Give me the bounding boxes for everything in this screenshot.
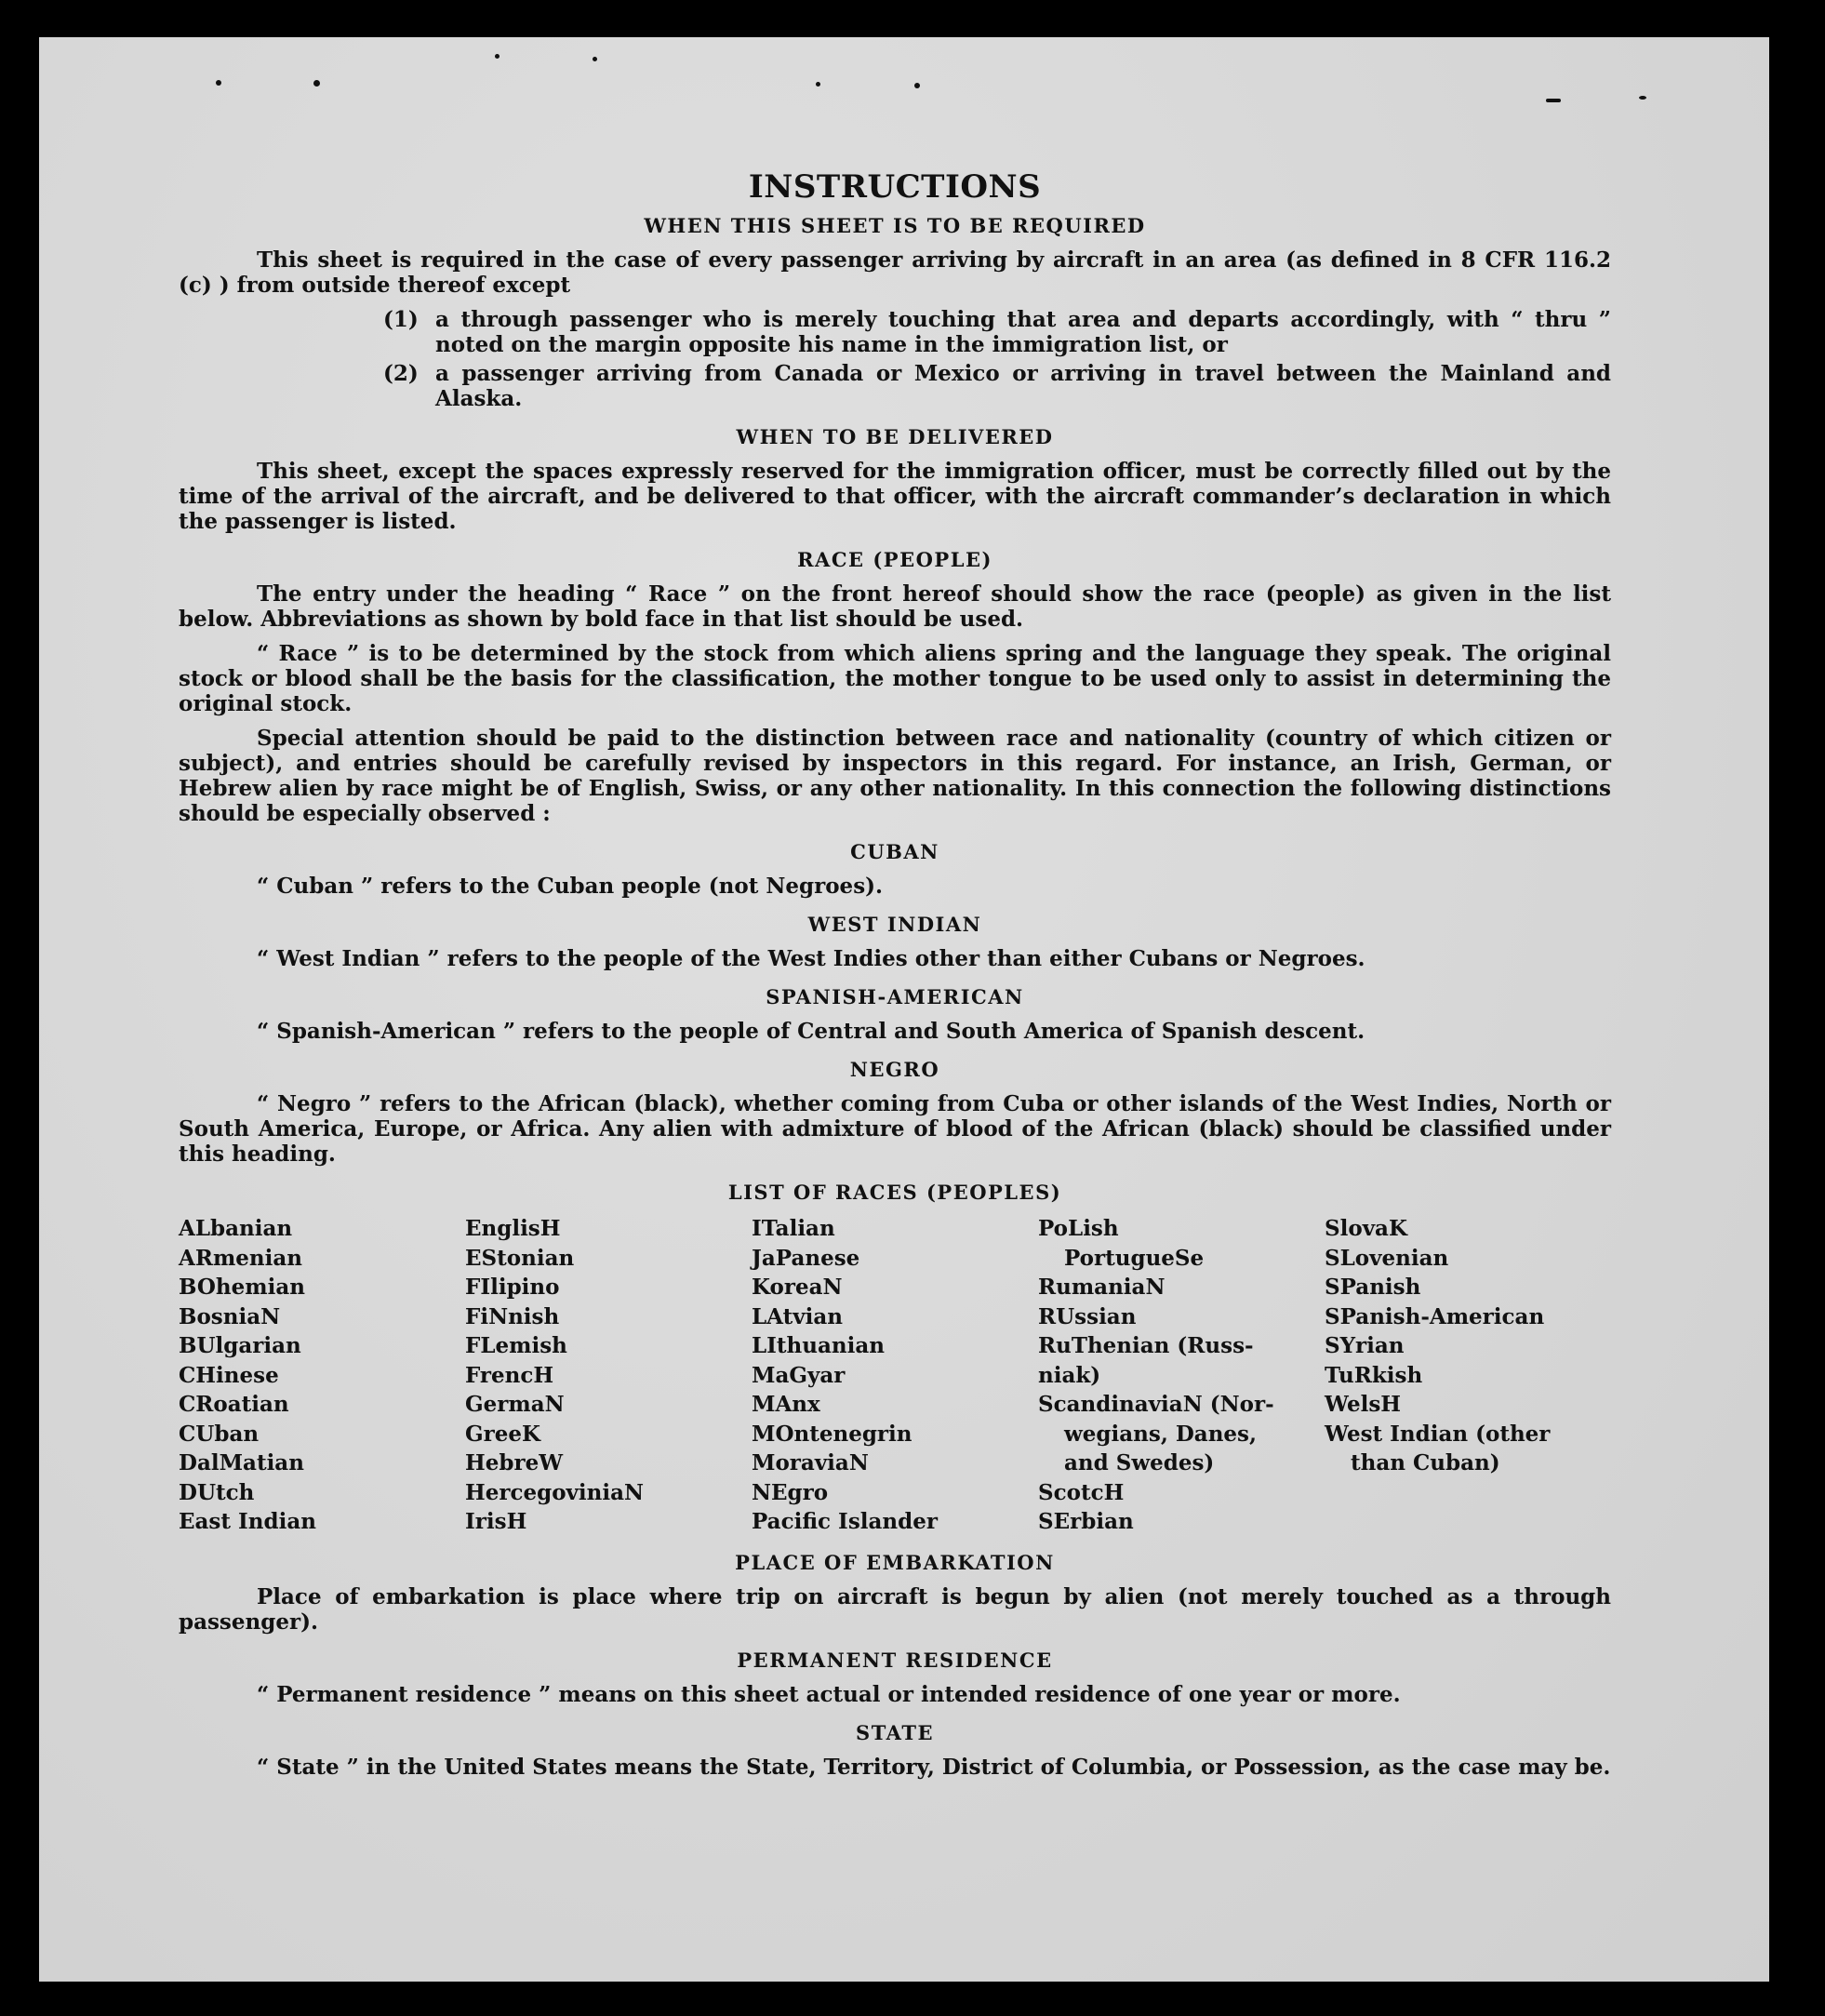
- race-entry: FiNnish: [465, 1303, 560, 1329]
- race-entry: TuRkish: [1325, 1362, 1423, 1388]
- heading-cuban: CUBAN: [850, 840, 939, 863]
- heading-when-required: WHEN THIS SHEET IS TO BE REQUIRED: [644, 214, 1146, 237]
- race-entry: wegians, Danes,: [1064, 1421, 1257, 1447]
- paragraph-cuban: “ Cuban ” refers to the Cuban people (not Negroes).: [257, 874, 884, 899]
- heading-spanish-american: SPANISH-AMERICAN: [766, 985, 1024, 1008]
- exception-item: [383, 361, 1611, 411]
- race-entry: ALbanian: [179, 1216, 293, 1241]
- instructions-text: [179, 130, 1611, 1789]
- race-entry: BUlgarian: [179, 1333, 301, 1358]
- paragraph-negro: “ Negro ” refers to the African (black), whether coming from Cuba or other islands of the West Indies, North or South America, Europe, or Africa. Any alien with admixture of blood of the African (black) should be classified under this heading.: [179, 1091, 1611, 1167]
- race-entry: ScandinaviaN (Nor-: [1038, 1392, 1274, 1417]
- race-entry: CRoatian: [179, 1392, 289, 1417]
- race-entry: ITalian: [752, 1216, 835, 1241]
- race-entry: FrencH: [465, 1362, 554, 1388]
- race-entry: SlovaK: [1325, 1216, 1407, 1241]
- race-entry: MoraviaN: [752, 1450, 869, 1475]
- paragraph-when-delivered: This sheet, except the spaces expressly reserved for the immigration officer, must be correctly filled out by the time of the arrival of the aircraft, and be delivered to that officer, with the aircraft commander’s declaration in which the passenger is listed.: [179, 459, 1611, 534]
- race-entry: EStonian: [465, 1245, 575, 1271]
- race-entry: BOhemian: [179, 1275, 305, 1300]
- race-entry: LIthuanian: [752, 1333, 885, 1358]
- races-list: [179, 1214, 1611, 1537]
- exception-item: [383, 307, 1611, 357]
- paragraph-spanish-american: “ Spanish-American ” refers to the people of Central and South America of Spanish descent.: [257, 1019, 1365, 1044]
- paragraph-race-2: “ Race ” is to be determined by the stock from which aliens spring and the language they speak. The original stock or blood shall be the basis for the classification, the mother tongue to be used only to assist in determining the original stock.: [179, 641, 1611, 716]
- race-entry: MaGyar: [752, 1362, 846, 1388]
- race-entry: Pacific Islander: [752, 1509, 938, 1534]
- race-entry: MOntenegrin: [752, 1421, 912, 1447]
- race-entry: GreeK: [465, 1421, 541, 1447]
- race-entry: RuThenian (Russ-: [1038, 1333, 1254, 1358]
- race-entry: SLovenian: [1325, 1245, 1449, 1271]
- race-entry: IrisH: [465, 1509, 527, 1534]
- race-entry: PoLish: [1038, 1216, 1119, 1241]
- page-title: INSTRUCTIONS: [748, 168, 1042, 206]
- heading-list-of-races: LIST OF RACES (PEOPLES): [727, 1181, 1062, 1204]
- race-entry: BosniaN: [179, 1303, 281, 1329]
- race-entry: PortugueSe: [1064, 1245, 1205, 1271]
- race-entry: HercegoviniaN: [465, 1479, 645, 1505]
- race-entry: FLemish: [465, 1333, 567, 1358]
- race-entry: DalMatian: [179, 1450, 304, 1475]
- race-entry: SPanish-American: [1325, 1303, 1545, 1329]
- item-number: (1): [383, 307, 419, 332]
- heading-negro: NEGRO: [849, 1058, 940, 1081]
- paragraph-residence: “ Permanent residence ” means on this sheet actual or intended residence of one year or more.: [257, 1681, 1401, 1707]
- heading-race: RACE (PEOPLE): [797, 548, 992, 571]
- race-entry: WelsH: [1325, 1392, 1402, 1417]
- heading-embarkation: PLACE OF EMBARKATION: [735, 1550, 1055, 1574]
- paragraph-embarkation: Place of embarkation is place where trip on aircraft is begun by alien (not merely touched as a through passenger).: [179, 1583, 1611, 1635]
- speck: [495, 54, 500, 59]
- speck: [593, 57, 597, 61]
- race-entry: CUban: [179, 1421, 260, 1447]
- race-entry: West Indian (other: [1325, 1421, 1551, 1447]
- race-entry: FIlipino: [465, 1275, 560, 1300]
- speck: [313, 80, 320, 87]
- race-entry: DUtch: [179, 1479, 255, 1505]
- heading-residence: PERMANENT RESIDENCE: [737, 1648, 1053, 1672]
- speck: [816, 82, 820, 87]
- paragraph-race-3: Special attention should be paid to the distinction between race and nationality (country of which citizen or subject), and entries should be carefully revised by inspectors in this regard. For instance, an Irish, German, or Hebrew alien by race might be of English, Swiss, or any other nationality. In this connection the following distinctions should be especially observed :: [179, 726, 1611, 826]
- race-entry: and Swedes): [1064, 1450, 1215, 1475]
- races-column-4: [1038, 1214, 1325, 1537]
- races-column-2: [465, 1214, 752, 1537]
- paragraph-west-indian: “ West Indian ” refers to the people of the West Indies other than either Cubans or Negroes.: [257, 946, 1365, 971]
- race-entry: MAnx: [752, 1392, 820, 1417]
- race-entry: GermaN: [465, 1392, 565, 1417]
- item-number: (2): [383, 361, 419, 386]
- speck: [1546, 99, 1561, 102]
- item-text: a through passenger who is merely touching that area and departs accordingly, with “ thru ” noted on the margin opposite his name in the immigration list, or: [435, 307, 1611, 357]
- race-entry: than Cuban): [1351, 1450, 1500, 1475]
- paragraph-state: “ State ” in the United States means the State, Territory, District of Columbia, or Possession, as the case may be.: [257, 1754, 1611, 1780]
- race-entry: LAtvian: [752, 1303, 843, 1329]
- speck: [1639, 96, 1646, 100]
- paragraph-race-1: The entry under the heading “ Race ” on the front hereof should show the race (people) as given in the list below. Abbreviations as shown by bold face in that list should be used.: [179, 581, 1611, 632]
- speck: [216, 80, 221, 86]
- race-entry: East Indian: [179, 1509, 316, 1534]
- heading-state: STATE: [856, 1720, 934, 1744]
- paragraph-when-required: This sheet is required in the case of every passenger arriving by aircraft in an area (as defined in 8 CFR 116.2 (c) ) from outside thereof except: [179, 247, 1611, 298]
- item-text: a passenger arriving from Canada or Mexico or arriving in travel between the Mainland and Alaska.: [435, 361, 1611, 411]
- race-entry: SYrian: [1325, 1333, 1405, 1358]
- race-entry: RumaniaN: [1038, 1275, 1166, 1300]
- race-entry: NEgro: [752, 1479, 829, 1505]
- heading-west-indian: WEST INDIAN: [807, 913, 982, 936]
- race-entry: EnglisH: [465, 1216, 561, 1241]
- race-entry: HebreW: [465, 1450, 564, 1475]
- race-entry: SErbian: [1038, 1509, 1134, 1534]
- race-entry: ARmenian: [179, 1245, 303, 1271]
- races-column-3: [752, 1214, 1038, 1537]
- heading-when-delivered: WHEN TO BE DELIVERED: [736, 425, 1054, 448]
- race-entry: niak): [1038, 1362, 1101, 1388]
- race-entry: KoreaN: [752, 1275, 843, 1300]
- speck: [914, 83, 920, 88]
- races-column-5: [1325, 1214, 1611, 1537]
- race-entry: SPanish: [1325, 1275, 1421, 1300]
- races-column-1: [179, 1214, 465, 1537]
- race-entry: JaPanese: [752, 1245, 860, 1271]
- race-entry: CHinese: [179, 1362, 279, 1388]
- race-entry: RUssian: [1038, 1303, 1137, 1329]
- race-entry: ScotcH: [1038, 1479, 1125, 1505]
